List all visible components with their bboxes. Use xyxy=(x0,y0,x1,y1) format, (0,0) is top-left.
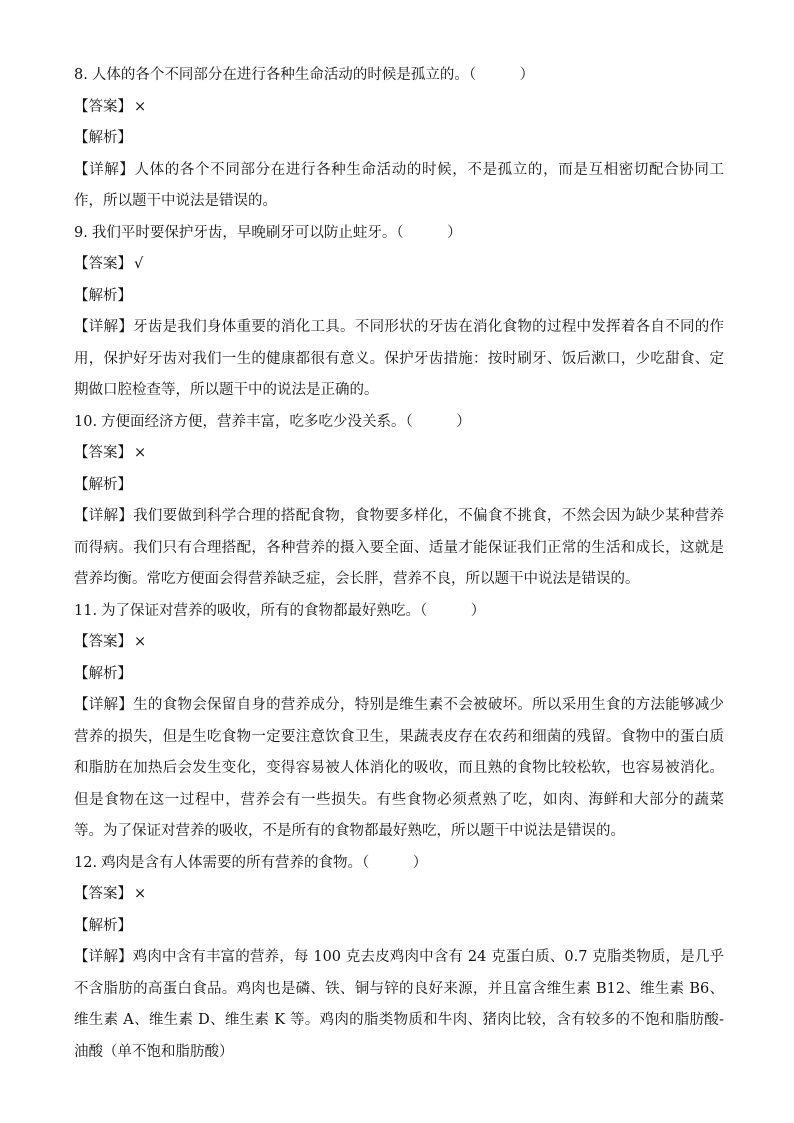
analysis-label: 【解析】 xyxy=(74,287,132,304)
answer-row-11 xyxy=(74,627,724,659)
detail-label: 【详解】 xyxy=(74,508,134,524)
answer-row-9 xyxy=(74,249,724,281)
question-8 xyxy=(74,60,724,92)
analysis-label: 【解析】 xyxy=(74,917,132,934)
question-9 xyxy=(74,218,724,250)
answer-mark: × xyxy=(134,445,147,461)
question-block-9 xyxy=(74,218,724,407)
question-number: 9. xyxy=(74,224,88,241)
detail-text: 我们要做到科学合理的搭配食物，食物要多样化，不偏食不挑食，不然会因为缺少某种营养而得病。我们只有合理搭配，各种营养的摄入要全面、适量才能保证我们正常的生活和成长，这就是营养均衡。常吃方便面会得营养缺乏症，会长胖，营养不良，所以题干中说法是错误的。 xyxy=(74,508,725,587)
detail-paragraph-11 xyxy=(74,690,724,848)
analysis-label: 【解析】 xyxy=(74,665,132,682)
analysis-row-10 xyxy=(74,470,724,502)
question-block-8 xyxy=(74,60,724,218)
question-text: 为了保证对营养的吸收，所有的食物都最好熟吃。（ ） xyxy=(101,602,486,619)
detail-text: 人体的各个不同部分在进行各种生命活动的时候，不是孤立的，而是互相密切配合协同工作，所以题干中说法是错误的。 xyxy=(74,161,725,209)
question-number: 11. xyxy=(74,602,98,619)
detail-text: 鸡肉中含有丰富的营养，每 100 克去皮鸡肉中含有 24 克蛋白质、0.7 克脂类物质，是几乎不含脂肪的高蛋白食品。鸡肉也是磷、铁、铜与锌的良好来源，并且富含维生素 B12、维生素 B6、维生素 A、维生素 D、维生素 K 等。鸡肉的脂类物质和牛肉、猪肉比较，含有较多的不饱和脂肪酸-油酸（单不饱和脂肪酸） xyxy=(74,949,725,1060)
detail-paragraph-10 xyxy=(74,501,724,596)
question-number: 12. xyxy=(74,854,98,871)
detail-paragraph-12 xyxy=(74,942,724,1068)
analysis-label: 【解析】 xyxy=(74,130,132,146)
detail-label: 【详解】 xyxy=(74,949,133,965)
detail-label: 【详解】 xyxy=(74,161,135,178)
answer-label: 【答案】 xyxy=(74,445,132,461)
answer-label: 【答案】 xyxy=(74,98,132,115)
question-11 xyxy=(74,596,724,628)
question-block-11 xyxy=(74,596,724,848)
answer-label: 【答案】 xyxy=(74,634,132,650)
answer-mark: × xyxy=(134,886,147,902)
question-number: 10. xyxy=(74,413,98,430)
analysis-row-8 xyxy=(74,123,724,155)
detail-text: 生的食物会保留自身的营养成分，特别是维生素不会被破坏。所以采用生食的方法能够减少营养的损失，但是生吃食物一定要注意饮食卫生，果蔬表皮存在农药和细菌的残留。食物中的蛋白质和脂肪在加热后会发生变化，变得容易被人体消化的吸收，而且熟的食物比较松软，也容易被消化。但是食物在这一过程中，营养会有一些损失。有些食物必须煮熟了吃，如肉、海鲜和大部分的蔬菜等。为了保证对营养的吸收，不是所有的食物都最好熟吃，所以题干中说法是错误的。 xyxy=(74,697,725,839)
question-10 xyxy=(74,407,724,439)
analysis-row-12 xyxy=(74,911,724,943)
detail-text: 牙齿是我们身体重要的消化工具。不同形状的牙齿在消化食物的过程中发挥着各自不同的作用，保护好牙齿对我们一生的健康都很有意义。保护牙齿措施：按时刷牙、饭后漱口，少吃甜食、定期做口腔检查等，所以题干中的说法是正确的。 xyxy=(74,319,725,398)
question-12 xyxy=(74,848,724,880)
detail-label: 【详解】 xyxy=(74,319,134,335)
answer-mark: × xyxy=(134,98,147,115)
answer-mark: √ xyxy=(134,256,144,272)
question-block-12 xyxy=(74,848,724,1069)
question-text: 人体的各个不同部分在进行各种生命活动的时候是孤立的。（ ） xyxy=(91,67,535,83)
analysis-row-11 xyxy=(74,659,724,691)
answer-row-8 xyxy=(74,92,724,124)
question-text: 方便面经济方便，营养丰富，吃多吃少没关系。（ ） xyxy=(101,413,471,430)
analysis-label: 【解析】 xyxy=(74,476,132,493)
answer-mark: × xyxy=(134,634,147,650)
answer-label: 【答案】 xyxy=(74,886,132,902)
answer-label: 【答案】 xyxy=(74,256,132,272)
detail-paragraph-8 xyxy=(74,155,724,218)
question-block-10 xyxy=(74,407,724,596)
answer-row-12 xyxy=(74,879,724,911)
question-text: 鸡肉是含有人体需要的所有营养的食物。（ ） xyxy=(101,854,428,871)
question-number: 8. xyxy=(74,67,88,83)
question-text: 我们平时要保护牙齿，早晚刷牙可以防止蛀牙。（ ） xyxy=(91,224,462,241)
detail-paragraph-9 xyxy=(74,312,724,407)
analysis-row-9 xyxy=(74,281,724,313)
detail-label: 【详解】 xyxy=(74,697,134,713)
answer-row-10 xyxy=(74,438,724,470)
